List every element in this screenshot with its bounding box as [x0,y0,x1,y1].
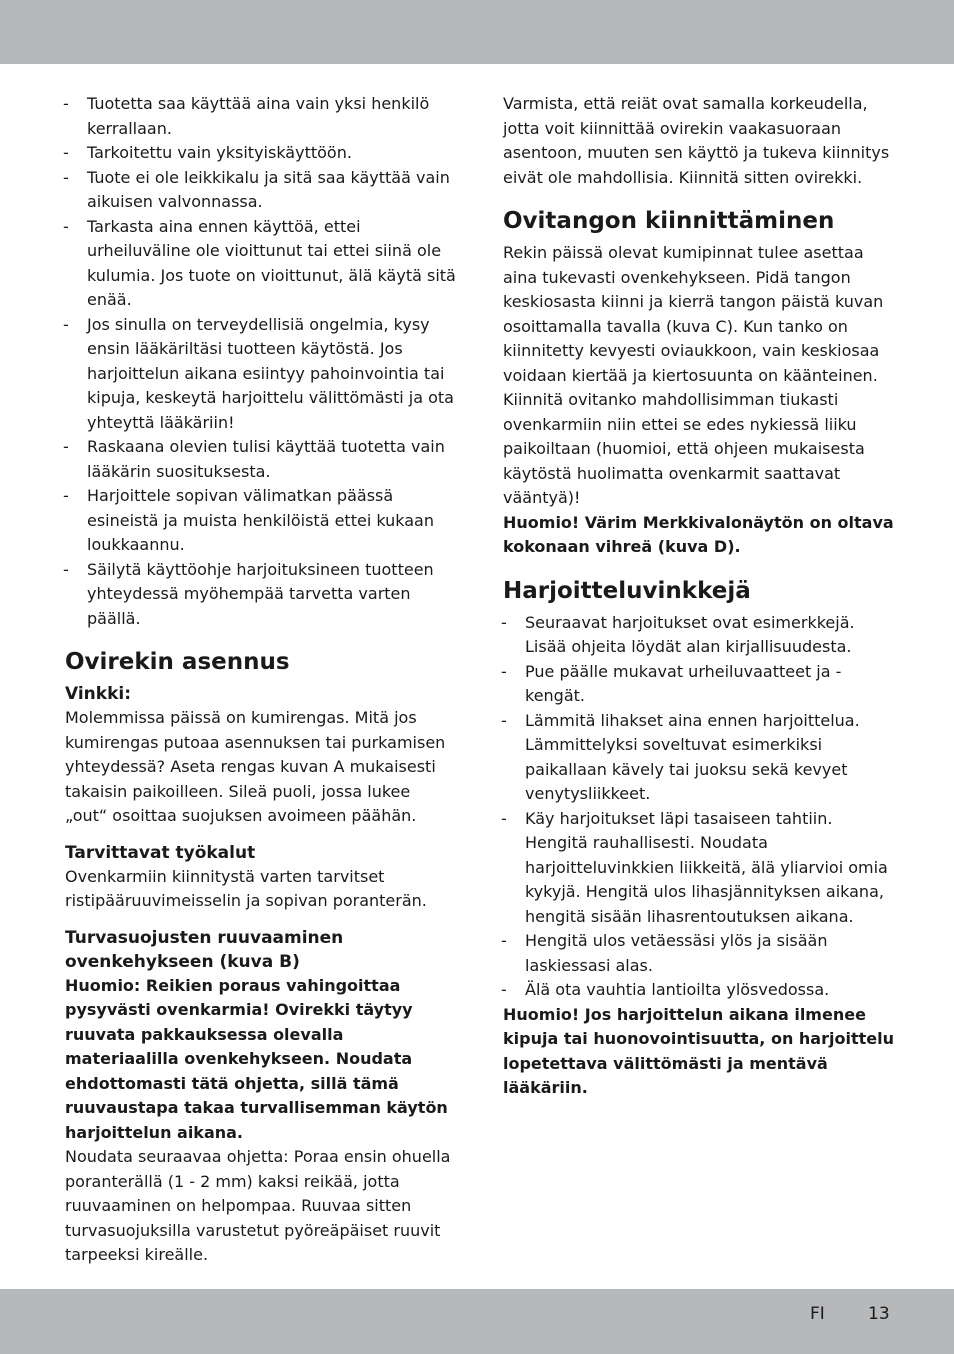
bar-heading: Ovitangon kiinnittäminen [503,208,835,234]
tip-text: Molemmissa päissä on kumirengas. Mitä jos kumirengas putoaa asennuksen tai purkamisen yhteydessä? Aseta rengas kuvan A mukaisesti takaisin paikoilleen. Sileä puoli, jossa lukee „out“ osoittaa suojuksen avoimeen päähän. [65,708,446,825]
bar-warning: Huomio! Värim Merkkivalonäytön on oltava kokonaan vihreä (kuva D). [503,512,894,556]
list-item: - Älä ota vauhtia lantioilta ylösvedossa. [503,978,895,1003]
list-item: - Pue päälle mukavat urheiluvaatteet ja -kengät. [503,660,895,709]
tips-warning: Huomio! Jos harjoittelun aikana ilmenee kipuja tai huonovointisuutta, on harjoittelu lopetettava välittömästi ja mentävä lääkäriin. [503,1004,894,1097]
left-column [65,92,457,1268]
list-item: - Tuote ei ole leikkikalu ja sitä saa käyttää vain aikuisen valvonnassa. [65,166,457,215]
list-item: - Tuotetta saa käyttää aina vain yksi henkilö kerrallaan. [65,92,457,141]
list-item: - Tarkasta aina ennen käyttöä, ettei urheiluväline ole vioittunut tai ettei siinä ole kulumia. Jos tuote on vioittunut, älä käytä sitä enää. [65,215,457,313]
list-item: - Säilytä käyttöohje harjoituksineen tuotteen yhteydessä myöhempää tarvetta varten päällä. [65,558,457,632]
tools-text: Ovenkarmiin kiinnitystä varten tarvitset ristipääruuvimeisselin ja sopivan poranterän. [65,866,427,910]
page-number: 13 [868,1304,890,1324]
list-item: - Käy harjoitukset läpi tasaiseen tahtiin. Hengitä rauhallisesti. Noudata harjoitteluvinkkien liikkeitä, älä yliarvioi omia kykyjä. Hengitä ulos lihasjännityksen aikana, hengitä sisään lihasrentoutuksen aikana. [503,807,895,930]
safety-list [65,92,457,631]
list-item: - Harjoittele sopivan välimatkan päässä esineistä ja muista henkilöistä ettei kukaan loukkaannu. [65,484,457,558]
screw-text: Noudata seuraavaa ohjetta: Poraa ensin ohuella poranterällä (1 - 2 mm) kaksi reikää, jotta ruuvaaminen on helpompaa. Ruuvaa sitten turvasuojuksilla varustetut pyöreäpäiset ruuvit tarpeeksi kireälle. [65,1147,451,1264]
footer-language: FI [810,1304,825,1324]
bar-text: Rekin päissä olevat kumipinnat tulee asettaa aina tukevasti ovenkehykseen. Pidä tangon keskiosasta kiinni ja kierrä tangon päistä kuvan osoittamalla tavalla (kuva C). Kun tanko on kiinnitetty kevyesti oviaukkoon, vain keskiosaa voidaan kiertää ja kiertosuunta on käänteinen. Kiinnitä ovitanko mahdollisimman tiukasti ovenkarmiin niin ettei se edes nykiessä liiku paikoiltaan (huomioi, että ohjeen mukaisesta käytöstä huolimatta ovenkarmit saattavat vääntyä)! [503,243,884,507]
header-band [0,0,954,64]
screw-heading: Turvasuojusten ruuvaaminen ovenkehykseen (kuva B) [65,927,344,972]
right-column [503,92,895,1101]
alignment-text: Varmista, että reiät ovat samalla korkeudella, jotta voit kiinnittää ovirekin vaakasuoraan asentoon, muuten sen käyttö ja tukeva kiinnitys eivät ole mahdollisia. Kiinnitä sitten ovirekki. [503,94,890,187]
list-item: - Raskaana olevien tulisi käyttää tuotetta vain lääkärin suosituksesta. [65,435,457,484]
screw-warning: Huomio: Reikien poraus vahingoittaa pysyvästi ovenkarmia! Ovirekki täytyy ruuvata pakkauksessa olevalla materiaalilla ovenkehykseen. Noudata ehdottomasti tätä ohjetta, sillä tämä ruuvaustapa takaa turvallisemman käytön harjoittelun aikana. [65,975,448,1142]
tips-list [503,611,895,1003]
list-item: - Hengitä ulos vetäessäsi ylös ja sisään laskiessasi alas. [503,929,895,978]
tools-heading: Tarvittavat työkalut [65,842,256,863]
tips-heading: Harjoitteluvinkkejä [503,577,751,604]
install-heading: Ovirekin asennus [65,649,290,675]
list-item: - Seuraavat harjoitukset ovat esimerkkejä. Lisää ohjeita löydät alan kirjallisuudesta. [503,611,895,660]
list-item: - Lämmitä lihakset aina ennen harjoittelua. Lämmittelyksi soveltuvat esimerkiksi paikallaan kävely tai juoksu sekä kevyet venytysliikkeet. [503,709,895,807]
list-item: - Jos sinulla on terveydellisiä ongelmia, kysy ensin lääkäriltäsi tuotteen käytöstä. Jos harjoittelun aikana esiintyy pahoinvointia tai kipuja, keskeytä harjoittelu välittömästi ja ota yhteyttä lääkäriin! [65,313,457,436]
list-item: - Tarkoitettu vain yksityiskäyttöön. [65,141,457,166]
tip-heading: Vinkki: [65,684,132,704]
